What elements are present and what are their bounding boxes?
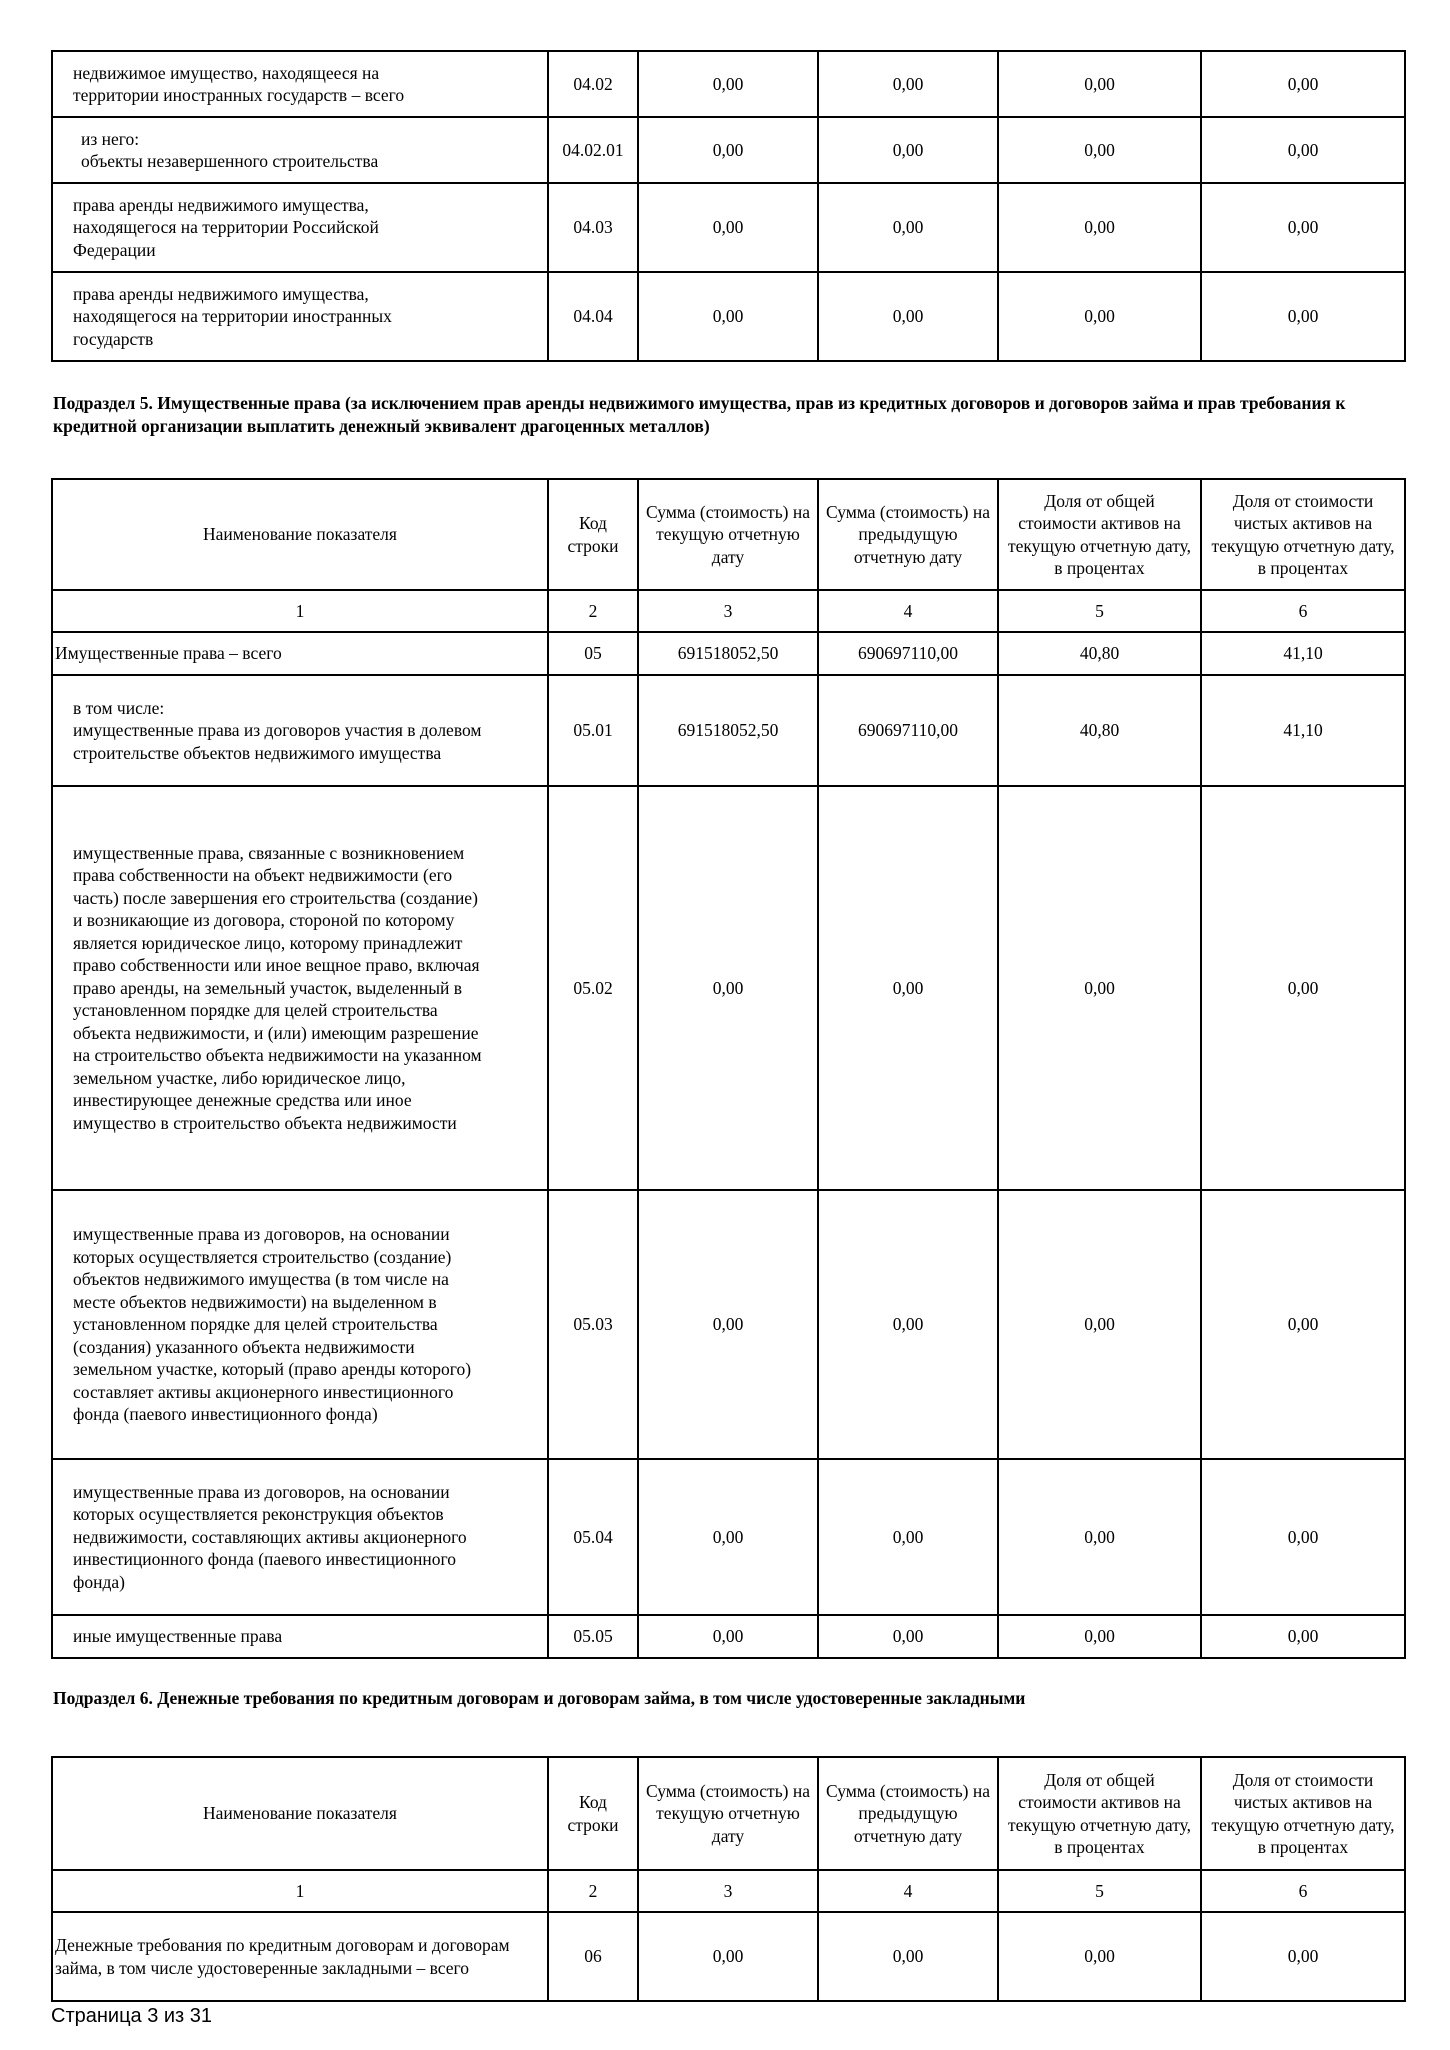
table-row bbox=[52, 1615, 1405, 1658]
row-value: 0,00 bbox=[998, 1912, 1201, 2001]
row-value: 0,00 bbox=[1201, 1190, 1405, 1459]
row-value: 0,00 bbox=[638, 1190, 818, 1459]
row-code: 05 bbox=[548, 632, 638, 675]
row-value: 0,00 bbox=[1201, 51, 1405, 117]
row-code: 04.03 bbox=[548, 183, 638, 272]
column-number: 6 bbox=[1201, 590, 1405, 632]
row-value: 41,10 bbox=[1201, 675, 1405, 786]
column-number: 1 bbox=[52, 590, 548, 632]
header-assets-share: Доля от общей стоимости активов на текущую отчетную дату, в процентах bbox=[998, 1757, 1201, 1870]
column-number: 5 bbox=[998, 1870, 1201, 1912]
column-number: 2 bbox=[548, 1870, 638, 1912]
row-value: 690697110,00 bbox=[818, 632, 998, 675]
row-value: 0,00 bbox=[1201, 183, 1405, 272]
row-value: 0,00 bbox=[998, 51, 1201, 117]
row-value: 0,00 bbox=[638, 51, 818, 117]
table-row bbox=[52, 786, 1405, 1190]
row-value: 0,00 bbox=[998, 117, 1201, 183]
row-value: 0,00 bbox=[638, 1615, 818, 1658]
row-name: имущественные права из договоров, на основании которых осуществляется строительство (создание) объектов недвижимого имущества (в том числе на месте объектов недвижимости) на выделенном в установленном порядке для целей строительства (создания) указанного объекта недвижимости земельном участке, который (право аренды которого) составляет активы акционерного инвестиционного фонда (паевого инвестиционного фонда) bbox=[52, 1190, 548, 1459]
column-number: 5 bbox=[998, 590, 1201, 632]
header-previous-sum: Сумма (стоимость) на предыдущую отчетную дату bbox=[818, 1757, 998, 1870]
row-value: 0,00 bbox=[818, 1190, 998, 1459]
row-name: права аренды недвижимого имущества, находящегося на территории Российской Федерации bbox=[52, 183, 548, 272]
column-number-row bbox=[52, 590, 1405, 632]
row-value: 0,00 bbox=[1201, 786, 1405, 1190]
row-code: 05.02 bbox=[548, 786, 638, 1190]
section6-table bbox=[51, 1756, 1406, 2002]
column-number: 3 bbox=[638, 1870, 818, 1912]
row-code: 05.04 bbox=[548, 1459, 638, 1615]
row-name: в том числе: имущественные права из договоров участия в долевом строительстве объектов недвижимого имущества bbox=[52, 675, 548, 786]
row-name: Денежные требования по кредитным договорам и договорам займа, в том числе удостоверенные закладными – всего bbox=[52, 1912, 548, 2001]
table-header-row bbox=[52, 1757, 1405, 1870]
row-value: 0,00 bbox=[818, 51, 998, 117]
column-number: 4 bbox=[818, 590, 998, 632]
row-value: 0,00 bbox=[998, 1615, 1201, 1658]
row-value: 0,00 bbox=[998, 272, 1201, 361]
table-row bbox=[52, 183, 1405, 272]
row-value: 0,00 bbox=[1201, 1615, 1405, 1658]
header-assets-share: Доля от общей стоимости активов на текущую отчетную дату, в процентах bbox=[998, 479, 1201, 590]
row-value: 0,00 bbox=[638, 786, 818, 1190]
table-header-row bbox=[52, 479, 1405, 590]
row-code: 05.01 bbox=[548, 675, 638, 786]
row-name: из него: объекты незавершенного строительства bbox=[52, 117, 548, 183]
section6-title: Подраздел 6. Денежные требования по кредитным договорам и договорам займа, в том числе удостоверенные закладными bbox=[53, 1688, 1026, 1708]
header-current-sum: Сумма (стоимость) на текущую отчетную дату bbox=[638, 1757, 818, 1870]
row-value: 0,00 bbox=[638, 183, 818, 272]
row-value: 0,00 bbox=[1201, 117, 1405, 183]
column-number: 4 bbox=[818, 1870, 998, 1912]
row-value: 0,00 bbox=[818, 183, 998, 272]
column-number: 3 bbox=[638, 590, 818, 632]
row-value: 0,00 bbox=[1201, 272, 1405, 361]
row-name: недвижимое имущество, находящееся на территории иностранных государств – всего bbox=[52, 51, 548, 117]
row-value: 0,00 bbox=[638, 1912, 818, 2001]
row-value: 40,80 bbox=[998, 675, 1201, 786]
row-value: 40,80 bbox=[998, 632, 1201, 675]
header-net-assets-share: Доля от стоимости чистых активов на текущую отчетную дату, в процентах bbox=[1201, 1757, 1405, 1870]
table-row bbox=[52, 51, 1405, 117]
table-row bbox=[52, 632, 1405, 675]
column-number-row bbox=[52, 1870, 1405, 1912]
row-code: 04.02.01 bbox=[548, 117, 638, 183]
row-value: 690697110,00 bbox=[818, 675, 998, 786]
row-value: 0,00 bbox=[818, 786, 998, 1190]
row-name: имущественные права, связанные с возникновением права собственности на объект недвижимости (его часть) после завершения его строительства (создание) и возникающие из договора, стороной по которому является юридическое лицо, которому принадлежит право собственности или иное вещное право, включая право аренды, на земельный участок, выделенный в установленном порядке для целей строительства объекта недвижимости, и (или) имеющим разрешение на строительство объекта недвижимости на указанном земельном участке, либо юридическое лицо, инвестирующее денежные средства или иное имущество в строительство объекта недвижимости bbox=[52, 786, 548, 1190]
row-value: 41,10 bbox=[1201, 632, 1405, 675]
row-value: 0,00 bbox=[818, 1912, 998, 2001]
top-table bbox=[51, 50, 1406, 362]
row-value: 0,00 bbox=[818, 117, 998, 183]
row-value: 0,00 bbox=[818, 1459, 998, 1615]
header-net-assets-share: Доля от стоимости чистых активов на текущую отчетную дату, в процентах bbox=[1201, 479, 1405, 590]
row-code: 04.02 bbox=[548, 51, 638, 117]
row-value: 0,00 bbox=[998, 1190, 1201, 1459]
table-row bbox=[52, 1912, 1405, 2001]
row-value: 0,00 bbox=[998, 786, 1201, 1190]
row-value: 0,00 bbox=[818, 272, 998, 361]
row-name: имущественные права из договоров, на основании которых осуществляется реконструкция объектов недвижимости, составляющих активы акционерного инвестиционного фонда (паевого инвестиционного фонда) bbox=[52, 1459, 548, 1615]
row-value: 0,00 bbox=[638, 272, 818, 361]
row-value: 691518052,50 bbox=[638, 632, 818, 675]
row-code: 05.05 bbox=[548, 1615, 638, 1658]
table-row bbox=[52, 117, 1405, 183]
header-name: Наименование показателя bbox=[52, 1757, 548, 1870]
table-row bbox=[52, 1459, 1405, 1615]
header-current-sum: Сумма (стоимость) на текущую отчетную дату bbox=[638, 479, 818, 590]
column-number: 1 bbox=[52, 1870, 548, 1912]
column-number: 2 bbox=[548, 590, 638, 632]
section5-title: Подраздел 5. Имущественные права (за исключением прав аренды недвижимого имущества, прав из кредитных договоров и договоров займа и прав требования к кредитной организации выплатить денежный эквивалент драгоценных металлов) bbox=[53, 393, 1346, 436]
row-name: иные имущественные права bbox=[52, 1615, 548, 1658]
header-name: Наименование показателя bbox=[52, 479, 548, 590]
page-number: Страница 3 из 31 bbox=[51, 2005, 213, 2027]
header-code: Код строки bbox=[548, 479, 638, 590]
column-number: 6 bbox=[1201, 1870, 1405, 1912]
section5-table bbox=[51, 478, 1406, 1659]
row-value: 0,00 bbox=[1201, 1912, 1405, 2001]
row-code: 05.03 bbox=[548, 1190, 638, 1459]
row-code: 06 bbox=[548, 1912, 638, 2001]
header-previous-sum: Сумма (стоимость) на предыдущую отчетную дату bbox=[818, 479, 998, 590]
row-value: 691518052,50 bbox=[638, 675, 818, 786]
row-value: 0,00 bbox=[998, 1459, 1201, 1615]
row-name: Имущественные права – всего bbox=[52, 632, 548, 675]
row-name: права аренды недвижимого имущества, находящегося на территории иностранных государств bbox=[52, 272, 548, 361]
row-value: 0,00 bbox=[818, 1615, 998, 1658]
row-code: 04.04 bbox=[548, 272, 638, 361]
table-row bbox=[52, 1190, 1405, 1459]
row-value: 0,00 bbox=[638, 117, 818, 183]
header-code: Код строки bbox=[548, 1757, 638, 1870]
row-value: 0,00 bbox=[998, 183, 1201, 272]
table-row bbox=[52, 675, 1405, 786]
table-row bbox=[52, 272, 1405, 361]
row-value: 0,00 bbox=[638, 1459, 818, 1615]
row-value: 0,00 bbox=[1201, 1459, 1405, 1615]
